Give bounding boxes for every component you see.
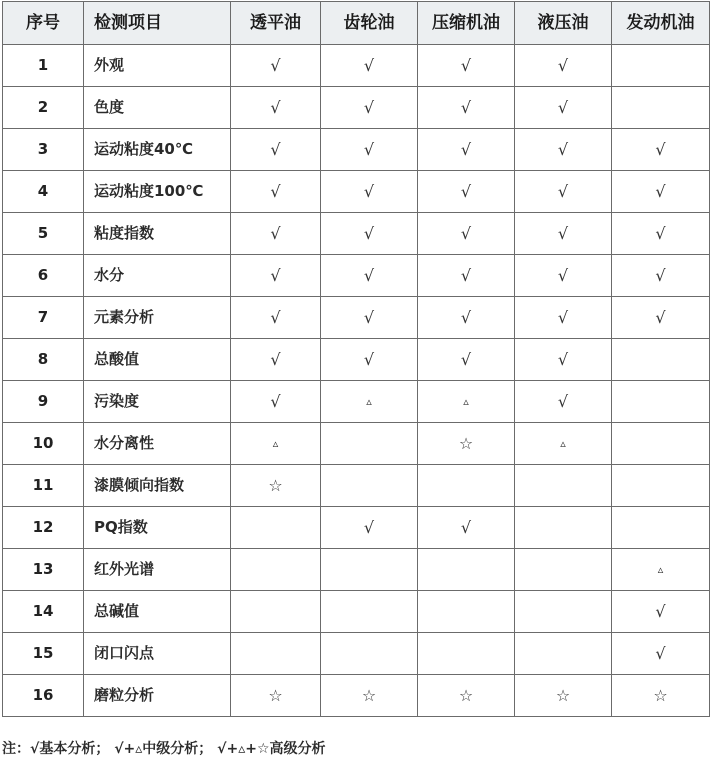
analysis-mark	[321, 423, 418, 465]
table-row	[3, 129, 710, 171]
table-row	[3, 339, 710, 381]
analysis-mark: √	[418, 297, 515, 339]
analysis-mark: √	[231, 171, 321, 213]
analysis-mark	[418, 549, 515, 591]
row-number: 15	[3, 633, 84, 675]
analysis-mark: √	[515, 297, 612, 339]
test-item-name: 闭口闪点	[84, 633, 231, 675]
analysis-mark	[515, 465, 612, 507]
analysis-mark	[515, 549, 612, 591]
analysis-mark	[612, 87, 710, 129]
analysis-mark	[321, 549, 418, 591]
table-body	[3, 45, 710, 717]
row-number: 13	[3, 549, 84, 591]
row-number: 6	[3, 255, 84, 297]
analysis-mark	[418, 633, 515, 675]
analysis-mark: ▵	[515, 423, 612, 465]
table-row	[3, 675, 710, 717]
header-cell-engine-oil: 发动机油	[612, 2, 710, 45]
analysis-mark: √	[612, 255, 710, 297]
analysis-mark: √	[515, 381, 612, 423]
analysis-mark: ☆	[231, 675, 321, 717]
analysis-mark: √	[515, 213, 612, 255]
test-item-name: 运动粘度40℃	[84, 129, 231, 171]
analysis-mark	[515, 633, 612, 675]
analysis-mark	[612, 339, 710, 381]
table-row	[3, 633, 710, 675]
legend-note: 注：√基本分析； √+▵中级分析； √+▵+☆高级分析	[2, 741, 326, 757]
test-item-name: PQ指数	[84, 507, 231, 549]
analysis-mark: √	[612, 591, 710, 633]
analysis-mark: √	[321, 339, 418, 381]
test-item-name: 红外光谱	[84, 549, 231, 591]
header-cell-hydraulic-oil: 液压油	[515, 2, 612, 45]
header-cell-item: 检测项目	[84, 2, 231, 45]
row-number: 10	[3, 423, 84, 465]
test-item-name: 外观	[84, 45, 231, 87]
row-number: 7	[3, 297, 84, 339]
analysis-mark: √	[231, 87, 321, 129]
table-row	[3, 45, 710, 87]
analysis-mark: √	[418, 45, 515, 87]
test-item-name: 污染度	[84, 381, 231, 423]
analysis-mark: √	[231, 255, 321, 297]
analysis-mark: √	[231, 213, 321, 255]
analysis-mark: √	[231, 129, 321, 171]
table-row	[3, 255, 710, 297]
analysis-mark: √	[231, 45, 321, 87]
analysis-mark: √	[418, 171, 515, 213]
analysis-mark	[612, 507, 710, 549]
analysis-mark	[321, 633, 418, 675]
analysis-mark: √	[418, 87, 515, 129]
table-row	[3, 549, 710, 591]
analysis-mark: √	[515, 87, 612, 129]
analysis-mark: √	[321, 45, 418, 87]
analysis-mark: √	[418, 129, 515, 171]
analysis-mark	[231, 507, 321, 549]
analysis-mark: √	[418, 339, 515, 381]
row-number: 16	[3, 675, 84, 717]
analysis-mark	[515, 507, 612, 549]
analysis-mark: ▵	[231, 423, 321, 465]
analysis-mark: √	[612, 297, 710, 339]
test-item-name: 总酸值	[84, 339, 231, 381]
header-cell-no: 序号	[3, 2, 84, 45]
analysis-mark: ☆	[231, 465, 321, 507]
analysis-mark	[612, 423, 710, 465]
analysis-mark: √	[321, 87, 418, 129]
analysis-mark	[418, 591, 515, 633]
analysis-mark: √	[321, 255, 418, 297]
analysis-mark: √	[515, 45, 612, 87]
test-item-name: 磨粒分析	[84, 675, 231, 717]
analysis-mark	[321, 591, 418, 633]
analysis-mark: ☆	[612, 675, 710, 717]
header-cell-turbine-oil: 透平油	[231, 2, 321, 45]
table-row	[3, 171, 710, 213]
row-number: 8	[3, 339, 84, 381]
analysis-mark: √	[418, 507, 515, 549]
row-number: 9	[3, 381, 84, 423]
test-item-name: 元素分析	[84, 297, 231, 339]
analysis-mark: √	[515, 339, 612, 381]
table-row	[3, 591, 710, 633]
analysis-mark: √	[231, 297, 321, 339]
analysis-mark: √	[612, 633, 710, 675]
table-row	[3, 213, 710, 255]
test-item-name: 漆膜倾向指数	[84, 465, 231, 507]
analysis-mark	[612, 381, 710, 423]
analysis-mark: ▵	[612, 549, 710, 591]
header-cell-compressor-oil: 压缩机油	[418, 2, 515, 45]
row-number: 5	[3, 213, 84, 255]
analysis-mark	[612, 465, 710, 507]
analysis-mark: √	[321, 171, 418, 213]
table-row	[3, 297, 710, 339]
analysis-mark: √	[321, 213, 418, 255]
analysis-mark: √	[515, 171, 612, 213]
analysis-mark: √	[612, 213, 710, 255]
header-cell-gear-oil: 齿轮油	[321, 2, 418, 45]
analysis-mark	[231, 633, 321, 675]
analysis-mark	[418, 465, 515, 507]
analysis-mark: √	[612, 171, 710, 213]
table-row	[3, 87, 710, 129]
analysis-mark	[231, 591, 321, 633]
analysis-mark	[612, 45, 710, 87]
row-number: 2	[3, 87, 84, 129]
test-item-name: 水分离性	[84, 423, 231, 465]
table-row	[3, 423, 710, 465]
row-number: 4	[3, 171, 84, 213]
analysis-mark: √	[231, 381, 321, 423]
analysis-mark: √	[321, 129, 418, 171]
analysis-mark: ▵	[418, 381, 515, 423]
analysis-mark: √	[515, 255, 612, 297]
analysis-mark: √	[418, 213, 515, 255]
analysis-mark: √	[321, 507, 418, 549]
analysis-mark: √	[231, 339, 321, 381]
test-item-name: 水分	[84, 255, 231, 297]
row-number: 1	[3, 45, 84, 87]
row-number: 3	[3, 129, 84, 171]
analysis-mark: ☆	[418, 423, 515, 465]
row-number: 14	[3, 591, 84, 633]
row-number: 11	[3, 465, 84, 507]
analysis-mark	[321, 465, 418, 507]
analysis-mark	[515, 591, 612, 633]
analysis-mark: ▵	[321, 381, 418, 423]
analysis-mark: √	[612, 129, 710, 171]
header-row	[3, 2, 710, 45]
analysis-mark: √	[418, 255, 515, 297]
analysis-mark: √	[515, 129, 612, 171]
test-item-name: 运动粘度100℃	[84, 171, 231, 213]
analysis-mark	[231, 549, 321, 591]
analysis-mark: √	[321, 297, 418, 339]
table-row	[3, 507, 710, 549]
row-number: 12	[3, 507, 84, 549]
table-row	[3, 381, 710, 423]
test-item-name: 色度	[84, 87, 231, 129]
table-row	[3, 465, 710, 507]
oil-test-table	[2, 1, 710, 717]
analysis-mark: ☆	[515, 675, 612, 717]
analysis-mark: ☆	[321, 675, 418, 717]
test-item-name: 粘度指数	[84, 213, 231, 255]
analysis-mark: ☆	[418, 675, 515, 717]
test-item-name: 总碱值	[84, 591, 231, 633]
